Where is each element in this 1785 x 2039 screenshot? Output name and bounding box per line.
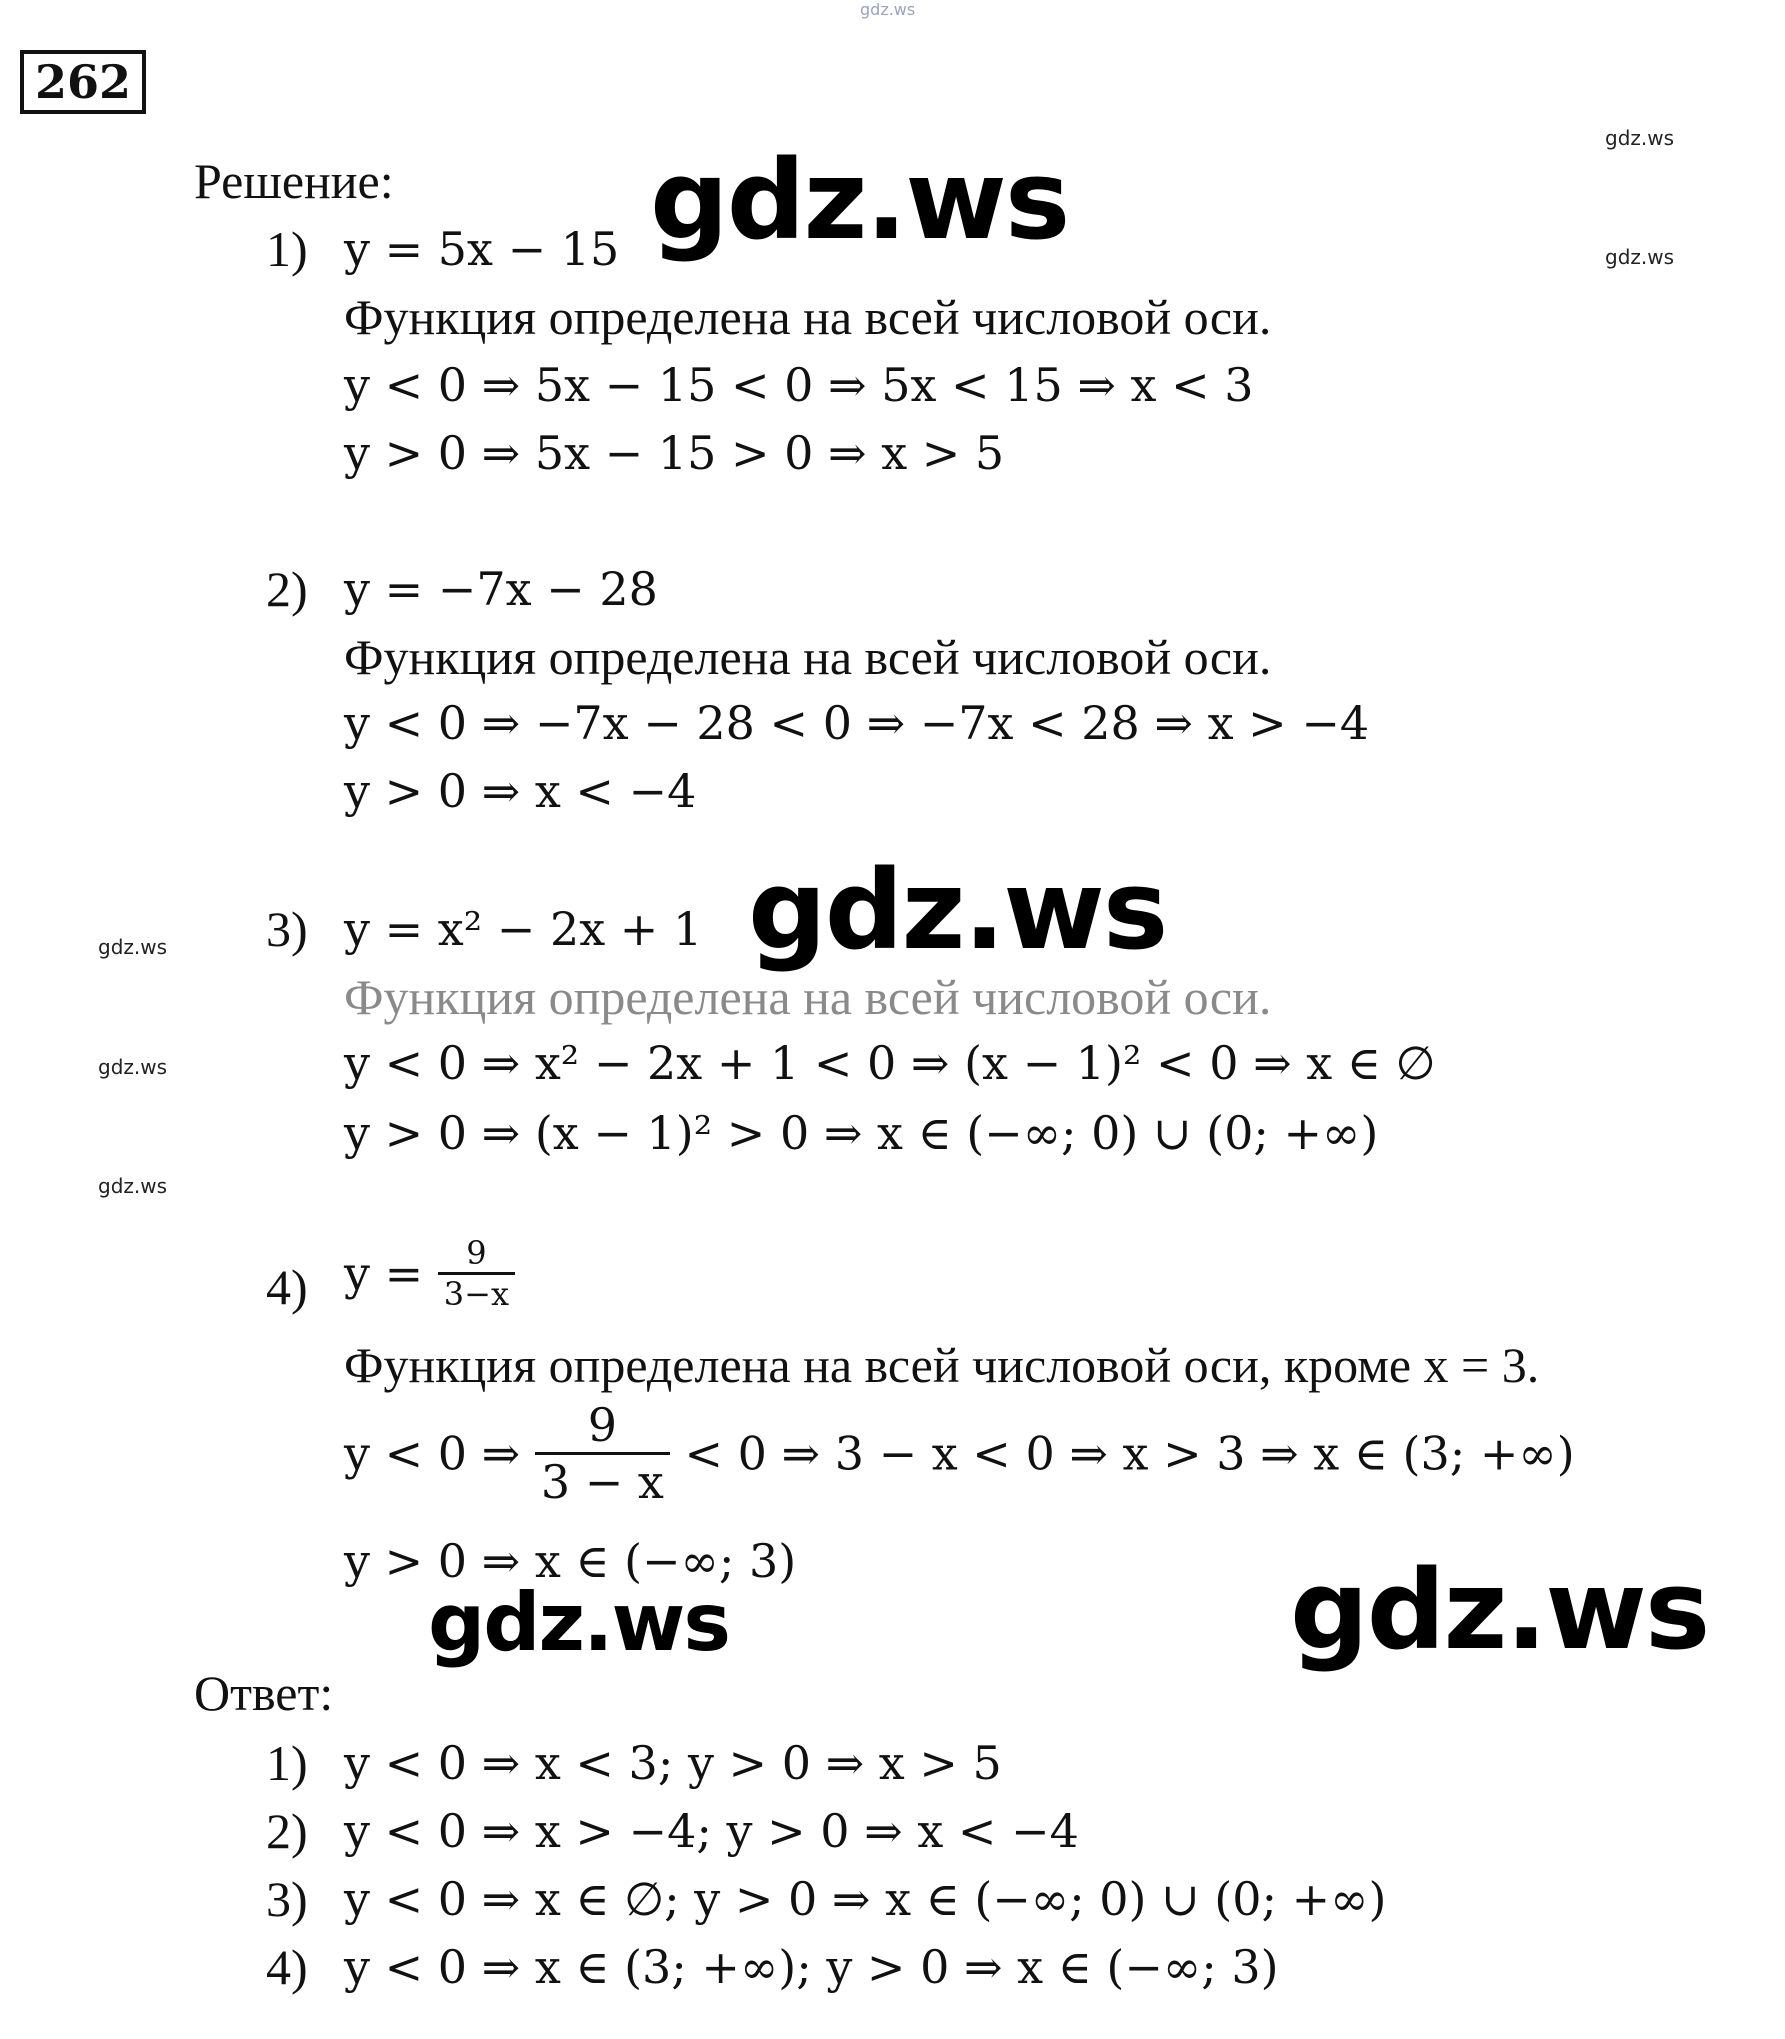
part-1-positive: y > 0 ⇒ 5x − 15 > 0 ⇒ x > 5: [344, 426, 1005, 480]
watermark-small: gdz.ws: [98, 1055, 168, 1079]
part-1-function: y = 5x − 15: [344, 222, 620, 276]
fraction-denominator: 3−x: [443, 1275, 509, 1313]
fraction-numerator: 9: [535, 1398, 670, 1455]
part-4-positive: y > 0 ⇒ x ∈ (−∞; 3): [344, 1534, 797, 1588]
answer-2-text: y < 0 ⇒ x > −4; y > 0 ⇒ x < −4: [344, 1804, 1079, 1858]
watermark-big: gdz.ws: [748, 846, 1167, 974]
part-4-function: [344, 1234, 515, 1313]
part-2-domain: Функция определена на всей числовой оси.: [344, 629, 1272, 685]
watermark-big: gdz.ws: [650, 136, 1069, 264]
part-1-index: 1): [266, 221, 308, 277]
answer-2-index: 2): [266, 1803, 308, 1859]
part-4-negative-prefix: y < 0 ⇒: [344, 1426, 521, 1481]
watermark-small: gdz.ws: [1605, 126, 1675, 150]
part-3-function: y = x² − 2x + 1: [344, 902, 703, 956]
part-4-function-prefix: y =: [344, 1246, 424, 1301]
answer-4-text: y < 0 ⇒ x ∈ (3; +∞); y > 0 ⇒ x ∈ (−∞; 3): [344, 1940, 1279, 1994]
answer-3-text: y < 0 ⇒ x ∈ ∅; y > 0 ⇒ x ∈ (−∞; 0) ∪ (0; +∞): [344, 1872, 1387, 1926]
watermark-big: gdz.ws: [428, 1576, 730, 1669]
part-3-positive: y > 0 ⇒ (x − 1)² > 0 ⇒ x ∈ (−∞; 0) ∪ (0; +∞): [344, 1106, 1379, 1160]
answer-1-text: y < 0 ⇒ x < 3; y > 0 ⇒ x > 5: [344, 1736, 1002, 1790]
watermark-small: gdz.ws: [98, 1174, 168, 1198]
part-2-negative: y < 0 ⇒ −7x − 28 < 0 ⇒ −7x < 28 ⇒ x > −4: [344, 696, 1370, 750]
watermark-small: gdz.ws: [98, 935, 168, 959]
part-3-domain: Функция определена на всей числовой оси.: [344, 969, 1272, 1025]
part-4-negative-fraction: [535, 1398, 670, 1509]
answer-1-index: 1): [266, 1735, 308, 1791]
part-1-negative: y < 0 ⇒ 5x − 15 < 0 ⇒ 5x < 15 ⇒ x < 3: [344, 358, 1254, 412]
part-2-index: 2): [266, 561, 308, 617]
part-3-negative: y < 0 ⇒ x² − 2x + 1 < 0 ⇒ (x − 1)² < 0 ⇒ x ∈ ∅: [344, 1036, 1436, 1090]
watermark-small: gdz.ws: [1605, 245, 1675, 269]
part-4-negative-suffix: < 0 ⇒ 3 − x < 0 ⇒ x > 3 ⇒ x ∈ (3; +∞): [684, 1426, 1575, 1481]
fraction-numerator: 9: [438, 1234, 515, 1275]
solution-heading: Решение:: [194, 153, 394, 209]
part-4-index: 4): [266, 1259, 308, 1315]
problem-number: 262: [20, 50, 146, 114]
answer-4-index: 4): [266, 1939, 308, 1995]
answer-3-index: 3): [266, 1871, 308, 1927]
part-2-positive: y > 0 ⇒ x < −4: [344, 764, 697, 818]
part-3-index: 3): [266, 901, 308, 957]
watermark-big: gdz.ws: [1290, 1546, 1709, 1674]
fraction-denominator: 3 − x: [540, 1455, 664, 1509]
part-2-function: y = −7x − 28: [344, 562, 658, 616]
part-4-fraction: [438, 1234, 515, 1313]
part-4-domain: Функция определена на всей числовой оси, кроме x = 3.: [344, 1337, 1540, 1393]
watermark-top: gdz.ws: [860, 0, 916, 19]
part-1-domain: Функция определена на всей числовой оси.: [344, 289, 1272, 345]
answer-heading: Ответ:: [194, 1665, 334, 1721]
part-4-negative: [344, 1398, 1575, 1509]
